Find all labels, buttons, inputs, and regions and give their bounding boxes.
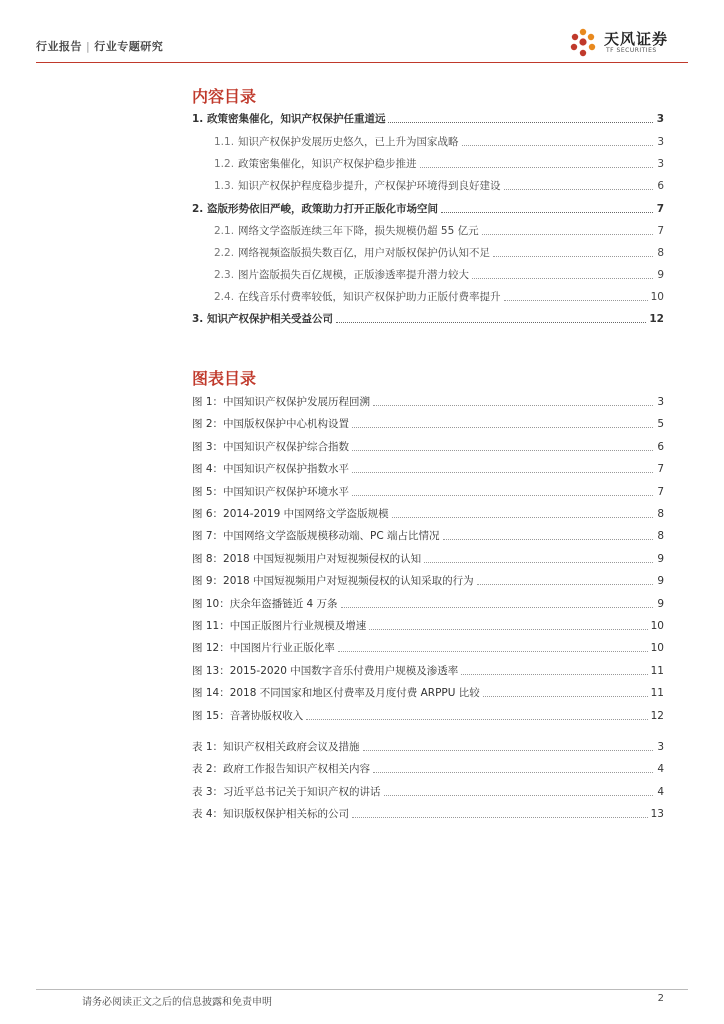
entry-text: 网络文学盗版连续三年下降，损失规模仍超 55 亿元: [238, 225, 479, 237]
entry-text: 图 3：中国知识产权保护综合指数: [192, 440, 350, 453]
toc-entry-label: [192, 112, 388, 126]
toc-section-link[interactable]: [214, 155, 664, 171]
footer-disclaimer: 请务必阅读正文之后的信息披露和免责申明: [82, 997, 272, 1008]
entry-text: 图 14：2018 不同国家和地区付费率及月度付费 ARPPU 比较: [192, 687, 480, 700]
page-ref: 9: [657, 575, 664, 588]
toc-entry[interactable]: [192, 783, 664, 799]
page-ref: 6: [657, 440, 664, 453]
toc-entry-label: [192, 762, 373, 776]
toc-section-link[interactable]: [214, 177, 664, 193]
entry-text: 政策密集催化，知识产权保护稳步推进: [238, 158, 417, 170]
toc-entry[interactable]: [192, 617, 664, 633]
toc-entry-label: [192, 785, 384, 799]
toc-entry-label: [192, 417, 352, 431]
entry-text: 3. 知识产权保护相关受益公司: [192, 313, 333, 325]
entry-text: 图片盗版损失百亿规模，正版渗透率提升潜力较大: [238, 269, 470, 281]
entry-text: 图 2：中国版权保护中心机构设置: [192, 418, 350, 431]
page-ref: 3: [657, 396, 664, 408]
logo-subtitle: TF SECURITIES: [606, 47, 657, 54]
toc-entry-label: [214, 224, 482, 238]
logo-name: 天风证券: [604, 30, 669, 48]
entry-text: 知识产权保护发展历史悠久，已上升为国家战略: [238, 136, 459, 148]
entry-text: 图 9：2018 中国短视频用户对短视频侵权的认知采取的行为: [192, 575, 474, 588]
toc-chapter-link[interactable]: [192, 200, 664, 216]
contents-title: 内容目录: [192, 87, 257, 106]
section-number: 1.1.: [214, 136, 235, 148]
report-category: [36, 38, 163, 54]
page-ref: 12: [650, 709, 664, 722]
entry-text: 图 5：中国知识产权保护环境水平: [192, 485, 350, 498]
entry-text: 知识产权保护程度稳步提升，产权保护环境得到良好建设: [238, 180, 501, 192]
toc-entry-label: [214, 290, 504, 304]
entry-text: 表 2：政府工作报告知识产权相关内容: [192, 763, 371, 776]
dot-leader: [477, 584, 653, 585]
entry-text: 网络视频盗版损失数百亿，用户对版权保护仍认知不足: [238, 247, 491, 259]
toc-entry-label: [192, 597, 341, 611]
page-ref: 8: [657, 247, 664, 259]
page-ref: 7: [656, 203, 664, 215]
header-divider: [36, 62, 688, 63]
dot-leader: [441, 212, 653, 213]
toc-entry-label: [192, 485, 352, 499]
toc-entry-label: [214, 268, 472, 282]
entry-text: 表 3：习近平总书记关于知识产权的讲话: [192, 785, 381, 798]
toc-entry-label: [192, 740, 363, 754]
page-ref: 9: [657, 552, 664, 565]
entry-text: 图 10：庆余年盗播链近 4 万条: [192, 597, 338, 610]
company-logo: [566, 26, 686, 58]
page-ref: 9: [657, 597, 664, 610]
page-ref: 4: [657, 785, 664, 798]
toc-entry[interactable]: [192, 393, 664, 409]
toc-entry[interactable]: [192, 550, 664, 566]
toc-entry-label: [192, 202, 441, 216]
page-ref: 7: [657, 485, 664, 498]
page-ref: 3: [656, 113, 664, 125]
toc-entry[interactable]: [192, 707, 664, 723]
page-ref: 3: [657, 158, 664, 170]
page-ref: 11: [650, 664, 664, 677]
toc-entry[interactable]: [192, 527, 664, 543]
entry-text: 图 8：2018 中国短视频用户对短视频侵权的认知: [192, 552, 422, 565]
dot-leader: [461, 674, 647, 675]
toc-entry[interactable]: [192, 595, 664, 611]
toc-entry[interactable]: [192, 572, 664, 588]
toc-section-link[interactable]: [214, 133, 664, 149]
dot-leader: [363, 750, 653, 751]
section-number: 1.2.: [214, 158, 235, 170]
entry-text: 图 4：中国知识产权保护指数水平: [192, 463, 350, 476]
report-subtype: 行业专题研究: [94, 40, 164, 53]
toc-entry-label: [192, 395, 373, 409]
dot-leader: [504, 300, 648, 301]
page-ref: 8: [657, 530, 664, 543]
toc-entry[interactable]: [192, 460, 664, 476]
page-ref: 8: [657, 508, 664, 520]
entry-text: 图 15：音著协版权收入: [192, 709, 304, 722]
page-ref: 7: [657, 225, 664, 237]
dot-leader: [472, 278, 653, 279]
section-number: 2.3.: [214, 269, 235, 281]
page-ref: 13: [650, 808, 664, 821]
page-ref: 10: [650, 291, 664, 303]
toc-entry-label: [192, 552, 424, 566]
entry-text: 图 11：中国正版图片行业规模及增速: [192, 620, 367, 632]
toc-entry-label: [192, 641, 338, 655]
dot-leader: [336, 322, 646, 323]
toc-section-link[interactable]: [214, 244, 664, 260]
dot-leader: [352, 427, 653, 428]
entry-text: 图 7：中国网络文学盗版规模移动端、PC 端占比情况: [192, 530, 440, 543]
header-separator: |: [86, 40, 91, 53]
page-ref: 12: [649, 313, 664, 325]
toc-chapter-link[interactable]: [192, 110, 664, 126]
entry-text: 2. 盗版形势依旧严峻，政策助力打开正版化市场空间: [192, 203, 438, 215]
toc-entry[interactable]: [192, 415, 664, 431]
toc-entry-label: [192, 462, 352, 476]
toc-entry[interactable]: [192, 738, 664, 754]
dot-leader: [338, 651, 648, 652]
dot-leader: [392, 517, 653, 518]
page-ref: 7: [657, 463, 664, 476]
dot-leader: [462, 145, 653, 146]
page-ref: 6: [657, 180, 664, 192]
page-ref: 11: [650, 687, 664, 700]
toc-section-link[interactable]: [214, 222, 664, 238]
dot-leader: [424, 562, 653, 563]
flower-logo-icon: [566, 26, 600, 60]
dot-leader: [384, 795, 653, 796]
toc-entry-label: [214, 246, 493, 260]
dot-leader: [373, 772, 653, 773]
dot-leader: [352, 450, 653, 451]
page-ref: 9: [657, 269, 664, 281]
toc-entry[interactable]: [192, 483, 664, 499]
page-number: 2: [657, 993, 664, 1004]
toc-entry-label: [192, 529, 443, 543]
entry-text: 1. 政策密集催化，知识产权保护任重道远: [192, 113, 386, 125]
page-ref: 4: [657, 763, 664, 776]
entry-text: 图 1：中国知识产权保护发展历程回溯: [192, 396, 371, 408]
page-ref: 3: [657, 136, 664, 148]
dot-leader: [504, 189, 653, 190]
entry-text: 图 6：2014-2019 中国网络文学盗版规模: [192, 508, 389, 520]
dot-leader: [352, 495, 653, 496]
report-type: 行业报告: [36, 40, 82, 53]
dot-leader: [483, 696, 648, 697]
toc-section-link[interactable]: [214, 266, 664, 282]
dot-leader: [306, 719, 647, 720]
entry-text: 表 4：知识版权保护相关标的公司: [192, 808, 350, 821]
toc-entry-label: [192, 574, 477, 588]
toc-entry-label: [192, 507, 392, 521]
toc-entry-label: [192, 664, 461, 678]
toc-entry-label: [192, 312, 336, 326]
section-number: 2.4.: [214, 291, 235, 303]
dot-leader: [341, 607, 653, 608]
entry-text: 图 12：中国图片行业正版化率: [192, 642, 335, 655]
footer-divider: [36, 989, 688, 990]
dot-leader: [493, 256, 653, 257]
entry-text: 图 13：2015-2020 中国数字音乐付费用户规模及渗透率: [192, 664, 459, 677]
toc-entry[interactable]: [192, 639, 664, 655]
toc-entry[interactable]: [192, 805, 664, 821]
page-ref: 5: [657, 418, 664, 431]
toc-entry-label: [214, 179, 504, 193]
toc-entry-label: [214, 157, 420, 171]
toc-entry-label: [214, 135, 462, 149]
section-number: 2.2.: [214, 247, 235, 259]
section-number: 1.3.: [214, 180, 235, 192]
page-ref: 10: [650, 620, 664, 632]
toc-entry[interactable]: [192, 760, 664, 776]
dot-leader: [443, 539, 653, 540]
page-ref: 3: [657, 741, 664, 753]
toc-chapter-link[interactable]: [192, 310, 664, 326]
toc-entry-label: [192, 440, 352, 454]
dot-leader: [352, 817, 648, 818]
figures-title: 图表目录: [192, 369, 257, 388]
toc-entry-label: [192, 686, 483, 700]
dot-leader: [352, 472, 653, 473]
section-number: 2.1.: [214, 225, 235, 237]
dot-leader: [482, 234, 653, 235]
toc-entry-label: [192, 807, 352, 821]
dot-leader: [388, 122, 653, 123]
dot-leader: [373, 405, 653, 406]
toc-entry[interactable]: [192, 662, 664, 678]
toc-entry[interactable]: [192, 684, 664, 700]
toc-entry-label: [192, 709, 306, 723]
toc-entry[interactable]: [192, 505, 664, 521]
page-ref: 10: [650, 642, 664, 655]
toc-section-link[interactable]: [214, 288, 664, 304]
dot-leader: [420, 167, 653, 168]
entry-text: 表 1：知识产权相关政府会议及措施: [192, 741, 360, 753]
toc-entry-label: [192, 619, 369, 633]
toc-entry[interactable]: [192, 438, 664, 454]
dot-leader: [369, 629, 647, 630]
entry-text: 在线音乐付费率较低，知识产权保护助力正版付费率提升: [238, 291, 501, 303]
